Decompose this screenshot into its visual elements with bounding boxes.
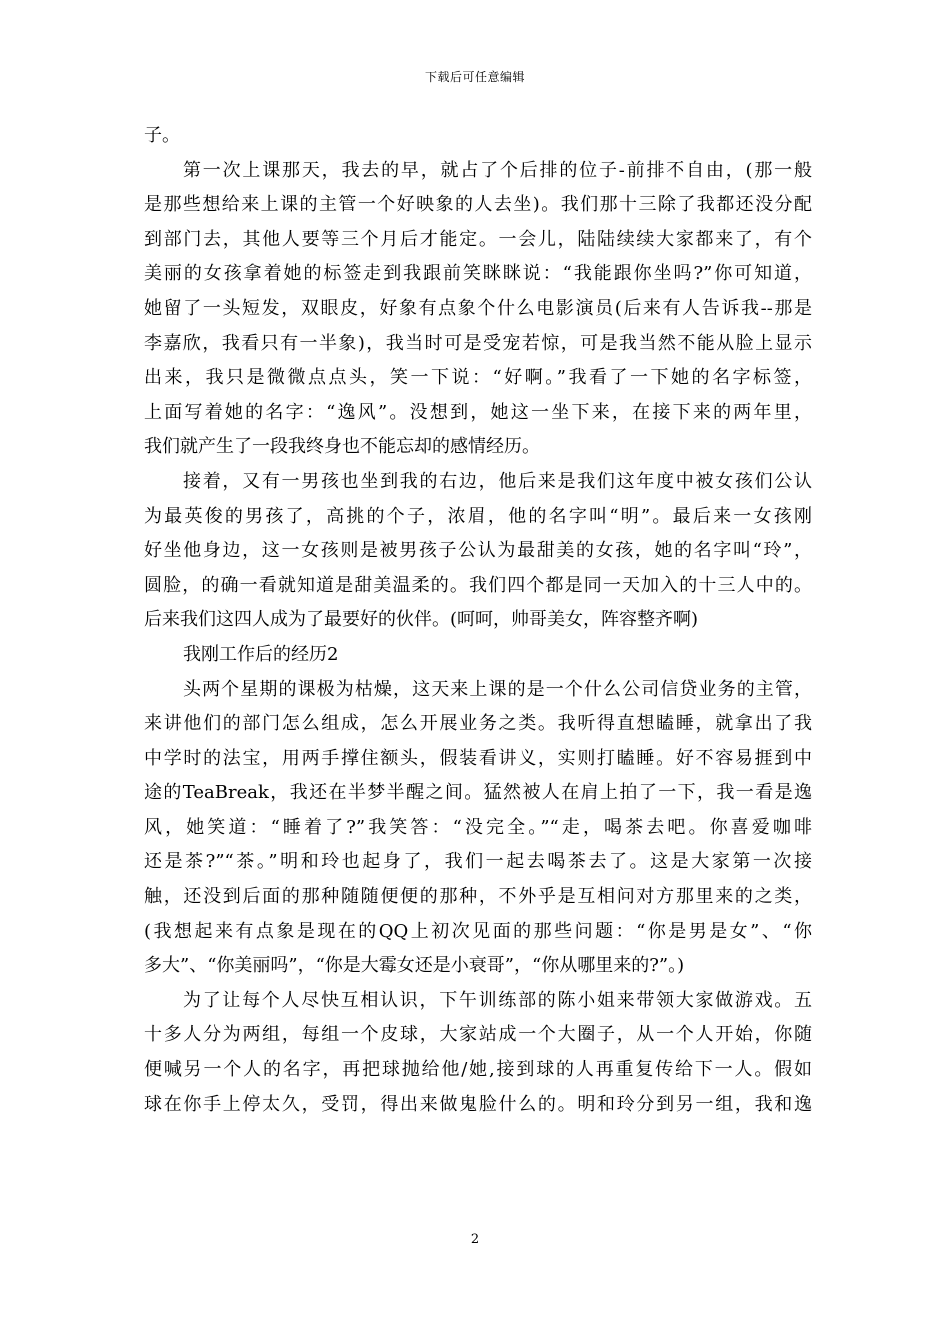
- document-body: [144, 119, 812, 1122]
- text-line: 后来我们这四人成为了最要好的伙伴。(呵呵，帅哥美女，阵容整齐啊): [144, 609, 699, 631]
- text-line: 风，她笑道：“睡着了?”我笑答：“没完全。”“走，喝茶去吧。你喜爱咖啡: [144, 816, 812, 838]
- text-line: 美丽的女孩拿着她的标签走到我跟前笑眯眯说：“我能跟你坐吗?”你可知道，: [144, 263, 812, 285]
- text-line: (我想起来有点象是现在的QQ上初次见面的那些问题：“你是男是女”、“你: [144, 920, 812, 942]
- text-line: 多大”、“你美丽吗”，“你是大霉女还是小衰哥”，“你从哪里来的?”。): [144, 955, 685, 977]
- text-line: 子。: [144, 125, 180, 146]
- text-line: 上面写着她的名字：“逸风”。没想到，她这一坐下来，在接下来的两年里，: [144, 401, 812, 423]
- text-line: 第一次上课那天，我去的早，就占了个后排的位子-前排不自由，(那一般: [183, 159, 812, 181]
- text-line: 为最英俊的男孩了，高挑的个子，浓眉，他的名字叫“明”。最后来一女孩刚: [144, 505, 812, 527]
- text-line: 便喊另一个人的名字，再把球抛给他/她,接到球的人再重复传给下一人。假如: [144, 1059, 812, 1081]
- page-number: 2: [470, 1232, 480, 1247]
- page-header: 下载后可任意编辑: [424, 70, 525, 84]
- text-line: 她留了一头短发，双眼皮，好象有点象个什么电影演员(后来有人告诉我--那是: [144, 297, 812, 319]
- text-line: 触，还没到后面的那种随随便便的那种，不外乎是互相问对方那里来的之类，: [144, 886, 812, 908]
- text-line: 我刚工作后的经历2: [183, 643, 339, 665]
- text-line: 途的TeaBreak，我还在半梦半醒之间。猛然被人在肩上拍了一下，我一看是逸: [144, 782, 812, 804]
- text-line: 到部门去，其他人要等三个月后才能定。一会儿，陆陆续续大家都来了，有个: [144, 228, 812, 250]
- text-line: 中学时的法宝，用两手撑住额头，假装看讲义，实则打瞌睡。好不容易捱到中: [144, 747, 812, 769]
- text-line: 还是茶?”“茶。”明和玲也起身了，我们一起去喝茶去了。这是大家第一次接: [144, 851, 812, 873]
- text-line: 圆脸，的确一看就知道是甜美温柔的。我们四个都是同一天加入的十三人中的。: [144, 574, 812, 596]
- text-line: 接着，又有一男孩也坐到我的右边，他后来是我们这年度中被女孩们公认: [183, 470, 812, 492]
- text-line: 出来，我只是微微点点头，笑一下说：“好啊。”我看了一下她的名字标签，: [144, 367, 812, 389]
- text-line: 好坐他身边，这一女孩则是被男孩子公认为最甜美的女孩，她的名字叫“玲”，: [144, 540, 812, 562]
- text-line: 为了让每个人尽快互相认识，下午训练部的陈小姐来带领大家做游戏。五: [183, 989, 812, 1011]
- text-line: 球在你手上停太久，受罚，得出来做鬼脸什么的。明和玲分到另一组，我和逸: [144, 1093, 812, 1115]
- text-line: 来讲他们的部门怎么组成，怎么开展业务之类。我听得直想瞌睡，就拿出了我: [144, 713, 812, 735]
- text-line: 十多人分为两组，每组一个皮球，大家站成一个大圈子，从一个人开始，你随: [144, 1024, 812, 1046]
- text-line: 李嘉欣，我看只有一半象)，我当时可是受宠若惊，可是我当然不能从脸上显示: [144, 332, 812, 354]
- text-line: 我们就产生了一段我终身也不能忘却的感情经历。: [144, 436, 540, 458]
- text-line: 头两个星期的课极为枯燥，这天来上课的是一个什么公司信贷业务的主管，: [183, 678, 812, 700]
- text-line: 是那些想给来上课的主管一个好映象的人去坐)。我们那十三除了我都还没分配: [144, 194, 812, 216]
